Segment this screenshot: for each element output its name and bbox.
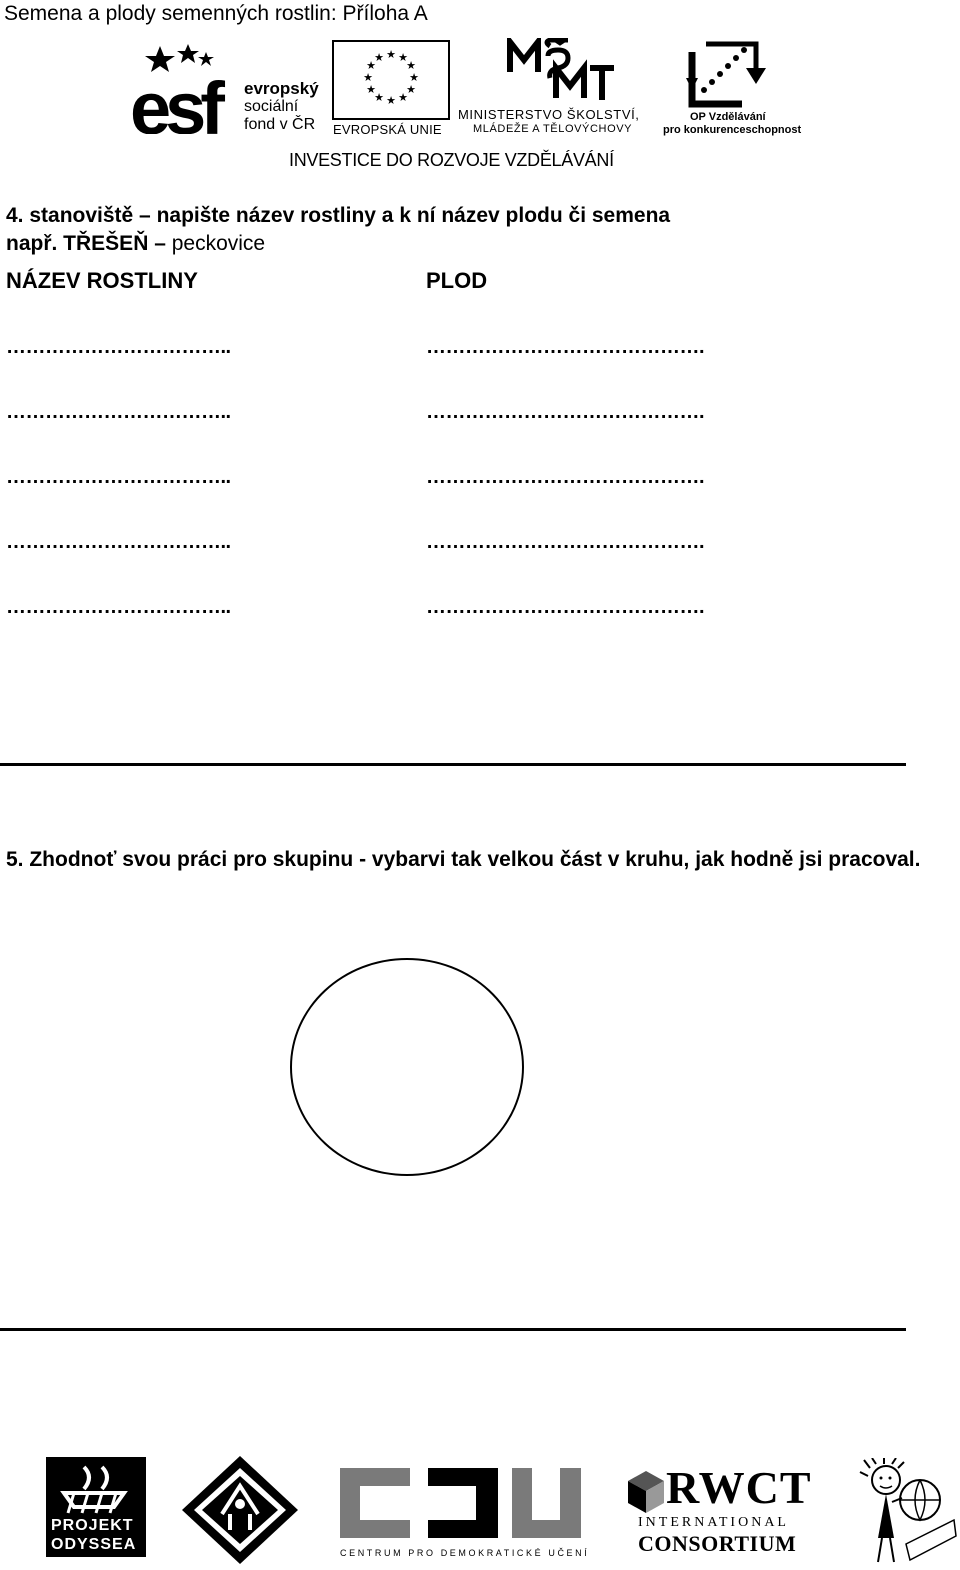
op-line-2: pro konkurenceschopnost: [663, 124, 802, 136]
section-divider-2: [0, 1328, 906, 1331]
op-logo: [660, 38, 802, 138]
msmt-logo: [456, 38, 661, 138]
msmt-monogram-icon: [506, 38, 616, 104]
esf-mark-icon: [130, 42, 236, 134]
svg-text:esf: esf: [130, 67, 219, 134]
plant-blank-1[interactable]: ……………………………..: [6, 336, 231, 358]
svg-text:★: ★: [398, 91, 408, 104]
task-4-example-lead: např. TŘEŠEŇ –: [6, 232, 166, 255]
svg-text:★: ★: [366, 83, 376, 96]
eu-caption: EVROPSKÁ UNIE: [333, 122, 442, 137]
esf-logo: [128, 40, 328, 136]
clovek-v-tisni-logo: [180, 1454, 300, 1566]
fruit-blank-5[interactable]: …………………………………….: [426, 596, 705, 618]
plant-blank-5[interactable]: ……………………………..: [6, 596, 231, 618]
task-4-example-value: peckovice: [165, 232, 266, 255]
cdu-caption: CENTRUM PRO DEMOKRATICKÉ UČENÍ: [340, 1548, 590, 1558]
fruit-blank-2[interactable]: …………………………………….: [426, 401, 705, 423]
op-line-1: OP Vzdělávání: [690, 111, 766, 123]
projekt-odyssea-logo: PROJEKT ODYSSEA: [46, 1457, 146, 1557]
investice-tagline: INVESTICE DO ROZVOJE VZDĚLÁVÁNÍ: [289, 150, 614, 170]
task-5-question: 5. Zhodnoť svou práci pro skupinu - vybarvi tak velkou část v kruhu, jak hodně jsi pracoval.: [6, 848, 921, 871]
svg-text:★: ★: [398, 51, 408, 64]
self-assessment-circle[interactable]: [290, 958, 524, 1176]
fruit-blank-1[interactable]: …………………………………….: [426, 336, 705, 358]
svg-text:★: ★: [374, 51, 384, 64]
svg-text:★: ★: [409, 71, 419, 84]
rwct-logo: RWCT INTERNATIONAL CONSORTIUM: [626, 1465, 816, 1560]
svg-text:★: ★: [386, 48, 396, 61]
op-mark-icon: [686, 38, 766, 110]
cdu-mark-icon: [338, 1466, 583, 1546]
msmt-line-1: MINISTERSTVO ŠKOLSTVÍ,: [458, 107, 640, 122]
ship-icon: [54, 1463, 138, 1515]
section-divider-1: [0, 763, 906, 766]
svg-text:★: ★: [374, 91, 384, 104]
cdu-logo: [338, 1466, 590, 1562]
plant-blank-4[interactable]: ……………………………..: [6, 531, 231, 553]
page-title: Semena a plody semenných rostlin: Příloha A: [4, 2, 428, 25]
plant-blank-3[interactable]: ……………………………..: [6, 466, 231, 488]
msmt-line-2: MLÁDEŽE A TĚLOVÝCHOVY: [473, 123, 633, 135]
task-4-example: [6, 230, 670, 258]
plant-blank-2[interactable]: ……………………………..: [6, 401, 231, 423]
svg-text:★: ★: [406, 59, 416, 72]
eu-logo: [332, 40, 452, 136]
fruit-blank-3[interactable]: …………………………………….: [426, 466, 705, 488]
esf-text: evropský sociální fond v ČR: [244, 79, 319, 133]
task-4-question: 4. stanoviště – napište název rostliny a k ní název plodu či semena: [6, 204, 671, 227]
svg-text:★: ★: [386, 94, 396, 107]
girl-with-globe-icon: [858, 1458, 960, 1566]
svg-text:★: ★: [363, 71, 373, 84]
svg-text:★: ★: [406, 83, 416, 96]
svg-text:★: ★: [366, 59, 376, 72]
task-4: [6, 202, 670, 258]
fruit-blank-4[interactable]: …………………………………….: [426, 531, 705, 553]
eu-flag-icon: [332, 40, 450, 120]
sdruzeni-tereza-logo: [858, 1458, 960, 1566]
column-header-plant: NÁZEV ROSTLINY: [6, 268, 198, 293]
column-header-fruit: PLOD: [426, 268, 488, 293]
